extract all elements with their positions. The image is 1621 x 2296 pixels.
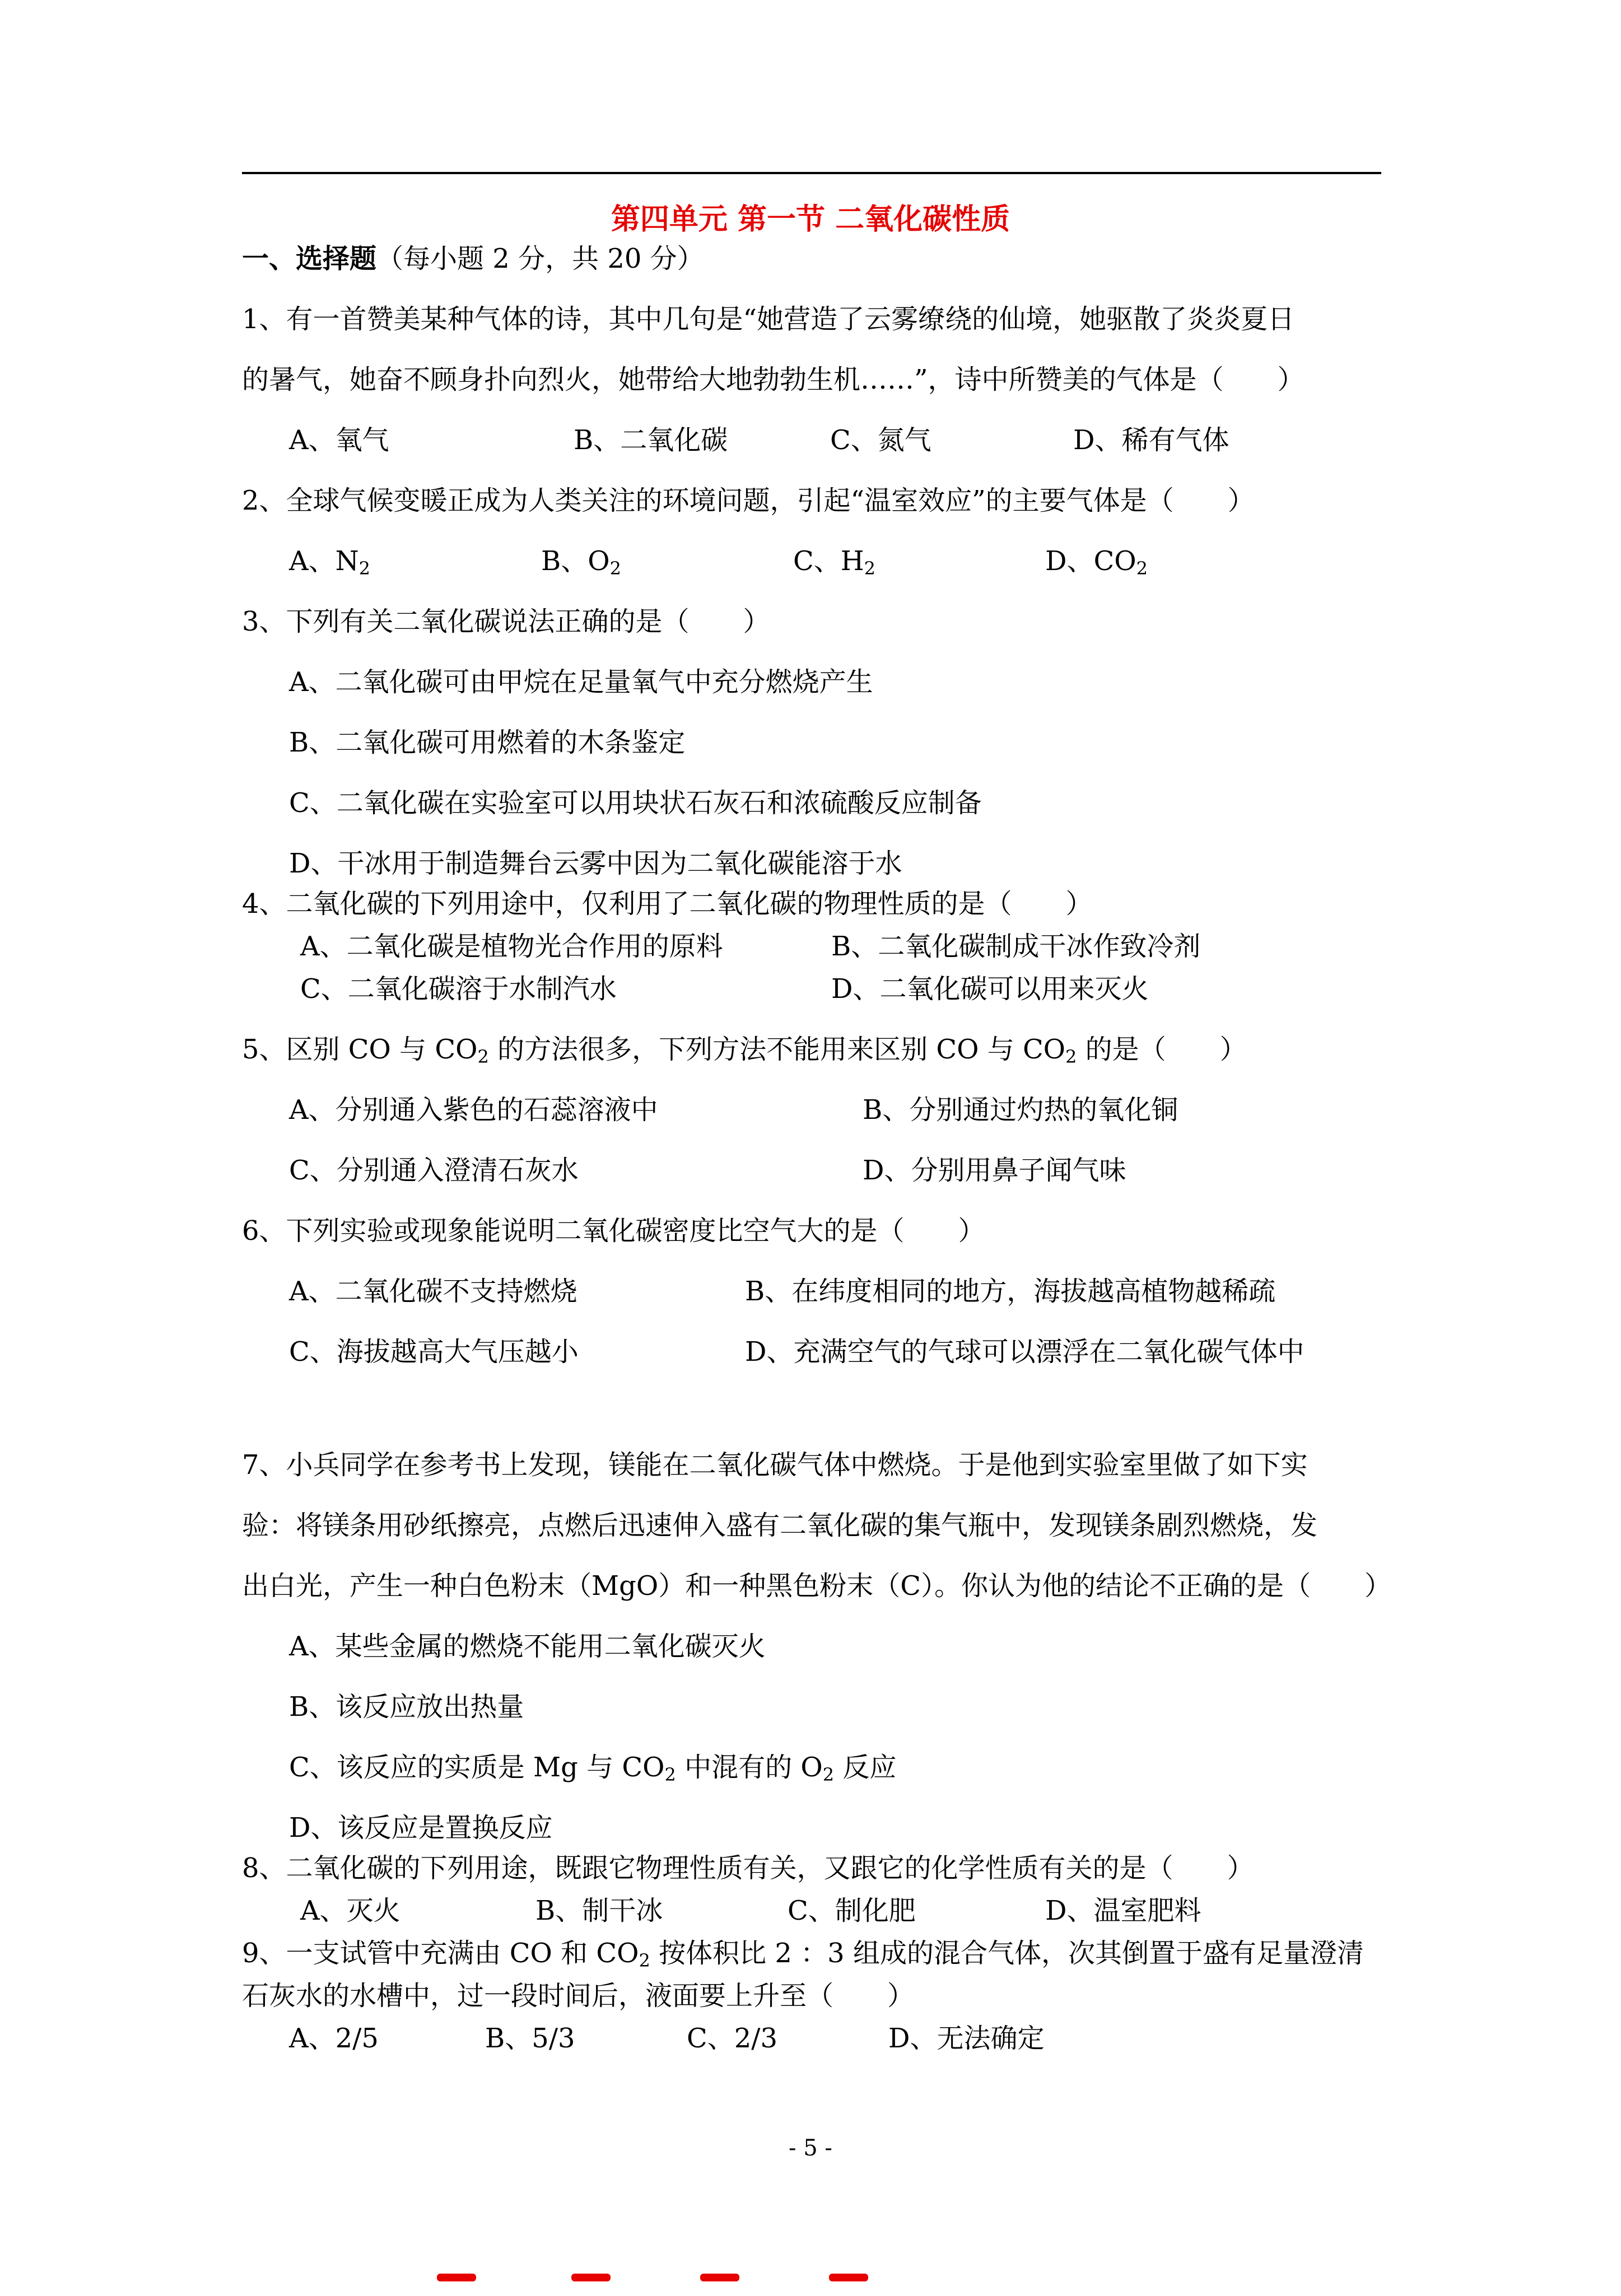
q9-option-b: B、5/3	[485, 2023, 575, 2054]
q3-option-a: A、二氧化碳可由甲烷在足量氧气中充分燃烧产生	[289, 666, 873, 698]
q1-option-b: B、二氧化碳	[574, 424, 728, 456]
q8-stem: 8、二氧化碳的下列用途，既跟它物理性质有关，又跟它的化学性质有关的是（ ）	[242, 1852, 1254, 1884]
q7-option-c: C、该反应的实质是 Mg 与 $CO_2$ 中混有的 $O_2$ 反应	[289, 1752, 897, 1785]
q4-option-a: A、二氧化碳是植物光合作用的原料	[300, 931, 723, 962]
q7-option-d: D、该反应是置换反应	[289, 1812, 553, 1844]
q1-stem-line2: 的暑气，她奋不顾身扑向烈火，她带给大地勃勃生机……”，诗中所赞美的气体是（ ）	[242, 364, 1305, 395]
q9-option-a: A、2/5	[289, 2023, 379, 2054]
section-heading: 一、选择题（每小题 2 分，共 20 分）	[242, 243, 704, 274]
q4-option-c: C、二氧化碳溶于水制汽水	[300, 973, 617, 1005]
q2-option-a: A、$N_2$	[289, 545, 371, 579]
q1-option-d: D、稀有气体	[1073, 424, 1229, 456]
q9-option-c: C、2/3	[687, 2023, 777, 2054]
q6-option-d: D、充满空气的气球可以漂浮在二氧化碳气体中	[745, 1336, 1305, 1368]
q2-option-d: D、$CO_2$	[1045, 545, 1148, 579]
q5-option-b: B、分别通过灼热的氧化铜	[863, 1094, 1179, 1126]
q7-stem-line3: 出白光，产生一种白色粉末（MgO）和一种黑色粉末（C）。你认为他的结论不正确的是（ ）	[242, 1570, 1391, 1602]
q5-option-c: C、分别通入澄清石灰水	[289, 1155, 579, 1186]
q6-stem: 6、下列实验或现象能说明二氧化碳密度比空气大的是（ ）	[242, 1215, 985, 1247]
q7-option-a: A、某些金属的燃烧不能用二氧化碳灭火	[289, 1631, 766, 1662]
q3-stem: 3、下列有关二氧化碳说法正确的是（ ）	[242, 606, 770, 637]
q4-option-d: D、二氧化碳可以用来灭火	[831, 973, 1149, 1005]
q7-option-b: B、该反应放出热量	[289, 1691, 524, 1723]
q2-option-b: B、$O_2$	[541, 545, 621, 579]
q9-stem-line1: 9、一支试管中充满由 CO 和 $CO_2$ 按体积比 2 ：3 组成的混合气体，次其倒置于盛有足量澄清	[242, 1938, 1364, 1971]
q1-option-c: C、氮气	[830, 424, 931, 456]
q8-option-b: B、制干冰	[535, 1895, 663, 1926]
q3-option-d: D、干冰用于制造舞台云雾中因为二氧化碳能溶于水	[289, 848, 902, 879]
q4-stem: 4、二氧化碳的下列用途中，仅利用了二氧化碳的物理性质的是（ ）	[242, 888, 1093, 920]
q7-stem-line1: 7、小兵同学在参考书上发现，镁能在二氧化碳气体中燃烧。于是他到实验室里做了如下实	[242, 1449, 1308, 1481]
page-title: 第四单元 第一节 二氧化碳性质	[611, 203, 1010, 236]
q2-stem: 2、全球气候变暖正成为人类关注的环境问题，引起“温室效应”的主要气体是（ ）	[242, 485, 1255, 516]
q9-stem-line2: 石灰水的水槽中，过一段时间后，液面要上升至（ ）	[242, 1980, 915, 2012]
q6-option-c: C、海拔越高大气压越小	[289, 1336, 579, 1368]
q7-stem-line2: 验：将镁条用砂纸擦亮，点燃后迅速伸入盛有二氧化碳的集气瓶中，发现镁条剧烈燃烧，发	[242, 1510, 1318, 1541]
q6-option-b: B、在纬度相同的地方，海拔越高植物越稀疏	[745, 1276, 1276, 1307]
q2-option-c: C、$H_2$	[793, 545, 875, 579]
page-number: - 5 -	[789, 2135, 832, 2161]
q6-option-a: A、二氧化碳不支持燃烧	[289, 1276, 577, 1307]
q4-option-b: B、二氧化碳制成干冰作致冷剂	[831, 931, 1201, 962]
q5-option-a: A、分别通入紫色的石蕊溶液中	[289, 1094, 658, 1126]
q5-option-d: D、分别用鼻子闻气味	[863, 1155, 1126, 1186]
q3-option-c: C、二氧化碳在实验室可以用块状石灰石和浓硫酸反应制备	[289, 787, 982, 819]
q1-option-a: A、氧气	[289, 424, 389, 456]
q8-option-a: A、灭火	[300, 1895, 400, 1926]
q3-option-b: B、二氧化碳可用燃着的木条鉴定	[289, 727, 686, 758]
q8-option-d: D、温室肥料	[1045, 1895, 1201, 1926]
header-rule	[242, 172, 1381, 174]
q8-option-c: C、制化肥	[788, 1895, 916, 1926]
q1-stem-line1: 1、有一首赞美某种气体的诗，其中几句是“她营造了云雾缭绕的仙境，她驱散了炎炎夏日	[242, 304, 1295, 335]
q9-option-d: D、无法确定	[888, 2023, 1045, 2054]
footer-red-marks	[437, 2262, 941, 2296]
q5-stem: 5、区别 CO 与 $CO_2$ 的方法很多，下列方法不能用来区别 CO 与 $CO_2$ 的是（ ）	[242, 1034, 1247, 1067]
